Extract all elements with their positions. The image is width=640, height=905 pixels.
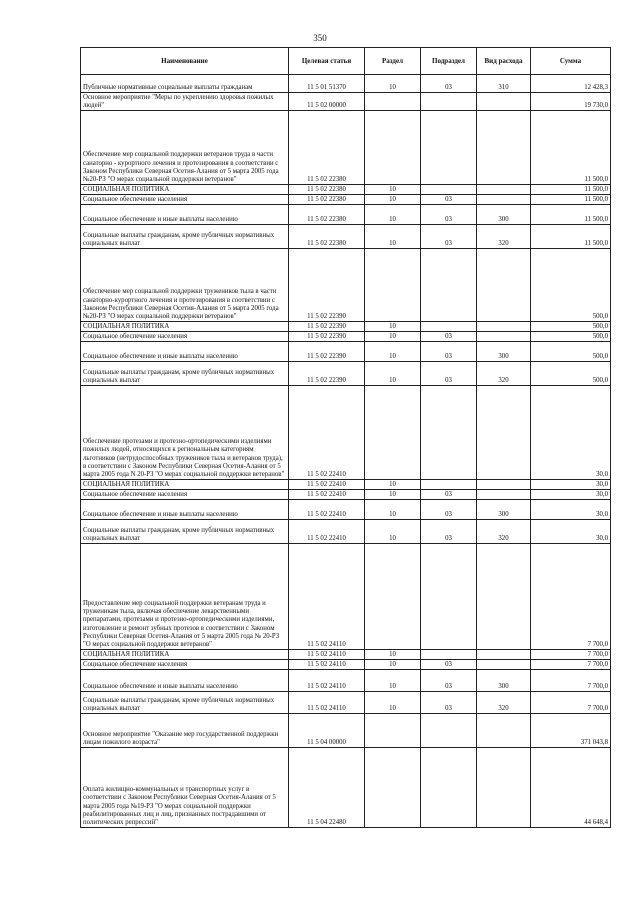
row-code-cell: 11 5 02 22410 [289,490,365,500]
header-code: Целевая статья [289,48,365,75]
row-section-cell: 10 [365,185,421,195]
row-subsection-cell [421,480,477,490]
table-row [81,75,611,93]
budget-table [80,47,611,828]
row-subsection-cell: 03 [421,342,477,362]
row-sum-cell: 30,0 [531,520,611,544]
row-section-cell: 10 [365,225,421,249]
row-subsection-cell: 03 [421,332,477,342]
row-name-cell: Публичные нормативные социальные выплаты гражданам [81,75,289,93]
row-expense-type-cell [477,249,531,322]
row-expense-type-cell [477,185,531,195]
row-expense-type-cell: 300 [477,342,531,362]
row-code-cell: 11 5 02 22380 [289,195,365,205]
table-row [81,480,611,490]
row-code-cell: 11 5 02 22410 [289,386,365,480]
header-name: Наименование [81,48,289,75]
row-section-cell: 10 [365,480,421,490]
row-sum-cell: 11 500,0 [531,111,611,185]
row-subsection-cell [421,322,477,332]
row-subsection-cell [421,714,477,748]
row-name-cell: Социальное обеспечение населения [81,660,289,670]
row-section-cell [365,544,421,650]
header-expense-type: Вид расхода [477,48,531,75]
row-code-cell: 11 5 02 22390 [289,249,365,322]
row-expense-type-cell [477,480,531,490]
row-expense-type-cell [477,650,531,660]
table-row [81,205,611,225]
table-row [81,650,611,660]
table-row [81,692,611,714]
row-name-cell: Социальные выплаты гражданам, кроме публичных нормативных социальных выплат [81,362,289,386]
row-code-cell: 11 5 02 24110 [289,544,365,650]
row-name-cell: Социальное обеспечение населения [81,332,289,342]
row-subsection-cell: 03 [421,362,477,386]
row-sum-cell: 19 730,0 [531,93,611,111]
row-name-cell: Социальное обеспечение и иные выплаты населению [81,670,289,692]
row-name-cell: Социальные выплаты гражданам, кроме публичных нормативных социальных выплат [81,692,289,714]
table-row [81,670,611,692]
row-name-cell: СОЦИАЛЬНАЯ ПОЛИТИКА [81,185,289,195]
row-code-cell: 11 5 02 24110 [289,660,365,670]
row-section-cell: 10 [365,195,421,205]
row-expense-type-cell: 320 [477,362,531,386]
row-code-cell: 11 5 02 22390 [289,362,365,386]
row-subsection-cell: 03 [421,195,477,205]
row-subsection-cell: 03 [421,692,477,714]
row-name-cell: Оплата жилищно-коммунальных и транспортных услуг в соответствии с Законом Республики Северная Осетия-Алания от 5 марта 2005 года №19-РЗ "О мерах социальной поддержки реабилитированных лиц и лиц, признанных пострадавшими от политических репрессий" [81,748,289,828]
row-section-cell: 10 [365,205,421,225]
row-sum-cell: 30,0 [531,480,611,490]
row-expense-type-cell [477,544,531,650]
row-name-cell: Социальное обеспечение и иные выплаты населению [81,500,289,520]
row-sum-cell: 500,0 [531,332,611,342]
table-row [81,225,611,249]
row-sum-cell: 30,0 [531,490,611,500]
row-sum-cell: 44 648,4 [531,748,611,828]
row-sum-cell: 30,0 [531,386,611,480]
row-code-cell: 11 5 02 22380 [289,205,365,225]
table-row [81,322,611,332]
row-expense-type-cell [477,93,531,111]
row-subsection-cell: 03 [421,520,477,544]
row-expense-type-cell [477,111,531,185]
row-section-cell [365,93,421,111]
row-subsection-cell [421,111,477,185]
row-expense-type-cell: 310 [477,75,531,93]
row-subsection-cell [421,544,477,650]
row-sum-cell: 500,0 [531,362,611,386]
row-sum-cell: 371 043,8 [531,714,611,748]
row-section-cell: 10 [365,322,421,332]
row-expense-type-cell: 300 [477,670,531,692]
table-row [81,111,611,185]
row-subsection-cell: 03 [421,75,477,93]
table-row [81,660,611,670]
header-sum: Сумма [531,48,611,75]
row-subsection-cell: 03 [421,660,477,670]
row-subsection-cell [421,748,477,828]
row-name-cell: Основное мероприятие "Оказание мер государственной поддержки лицам пожилого возраста" [81,714,289,748]
row-subsection-cell [421,93,477,111]
row-expense-type-cell: 320 [477,520,531,544]
row-expense-type-cell: 320 [477,225,531,249]
row-name-cell: Социальное обеспечение и иные выплаты населению [81,205,289,225]
row-code-cell: 11 5 02 22380 [289,225,365,249]
row-name-cell: Социальное обеспечение населения [81,490,289,500]
row-code-cell: 11 5 02 22390 [289,322,365,332]
row-sum-cell: 11 500,0 [531,195,611,205]
row-sum-cell: 7 700,0 [531,544,611,650]
table-row [81,332,611,342]
row-sum-cell: 7 700,0 [531,670,611,692]
row-code-cell: 11 5 02 22390 [289,342,365,362]
row-sum-cell: 500,0 [531,322,611,332]
row-name-cell: СОЦИАЛЬНАЯ ПОЛИТИКА [81,480,289,490]
row-code-cell: 11 5 01 51370 [289,75,365,93]
row-sum-cell: 7 700,0 [531,650,611,660]
table-row [81,249,611,322]
row-expense-type-cell [477,714,531,748]
row-subsection-cell [421,386,477,480]
row-expense-type-cell: 300 [477,500,531,520]
row-subsection-cell [421,650,477,660]
row-name-cell: Предоставление мер социальной поддержки ветеранам труда и труженикам тыла, включая обеспечение лекарственными препаратами, протезами и протезно-ортопедическими изделиями, изготовление и ремонт зубных протезов в соответствии с Законом Республики Северная Осетия-Алания от 5 марта 2005 года № 20-РЗ "О мерах социальной поддержки ветеранов" [81,544,289,650]
row-section-cell: 10 [365,660,421,670]
row-name-cell: СОЦИАЛЬНАЯ ПОЛИТИКА [81,650,289,660]
row-name-cell: Социальное обеспечение населения [81,195,289,205]
row-sum-cell: 30,0 [531,500,611,520]
row-expense-type-cell [477,660,531,670]
row-expense-type-cell [477,332,531,342]
table-row [81,342,611,362]
row-section-cell: 10 [365,75,421,93]
row-name-cell: Обеспечение мер социальной поддержки тружеников тыла в части санаторно-курортного лечения и протезирования в соответствии с Законом Республики Северная Осетия-Алания от 5 марта 2005 года №20-РЗ "О мерах социальной поддержки ветеранов" [81,249,289,322]
row-section-cell: 10 [365,650,421,660]
row-name-cell: Социальные выплаты гражданам, кроме публичных нормативных социальных выплат [81,520,289,544]
row-section-cell: 10 [365,362,421,386]
row-section-cell: 10 [365,692,421,714]
row-subsection-cell [421,185,477,195]
row-sum-cell: 11 500,0 [531,225,611,249]
header-subsection: Подраздел [421,48,477,75]
row-section-cell: 10 [365,332,421,342]
table-body [81,75,611,828]
row-code-cell: 11 5 02 24110 [289,650,365,660]
table-row [81,490,611,500]
row-expense-type-cell [477,322,531,332]
row-section-cell: 10 [365,342,421,362]
row-sum-cell: 11 500,0 [531,205,611,225]
row-code-cell: 11 5 02 22380 [289,111,365,185]
row-subsection-cell: 03 [421,490,477,500]
row-sum-cell: 12 428,3 [531,75,611,93]
row-expense-type-cell [477,748,531,828]
row-code-cell: 11 5 02 22410 [289,480,365,490]
row-section-cell: 10 [365,500,421,520]
row-name-cell: Социальные выплаты гражданам, кроме публичных нормативных социальных выплат [81,225,289,249]
row-section-cell [365,249,421,322]
row-sum-cell: 11 500,0 [531,185,611,195]
row-section-cell: 10 [365,670,421,692]
row-code-cell: 11 5 02 22410 [289,520,365,544]
table-row [81,500,611,520]
row-expense-type-cell [477,386,531,480]
row-sum-cell: 500,0 [531,249,611,322]
row-section-cell [365,714,421,748]
row-code-cell: 11 5 02 22390 [289,332,365,342]
row-expense-type-cell [477,490,531,500]
row-subsection-cell: 03 [421,500,477,520]
row-expense-type-cell: 320 [477,692,531,714]
row-name-cell: Обеспечение протезами и протезно-ортопедическими изделиями пожилых людей, относящихся к региональным категориям льготников (нетрудоспособных тружеников тыла и ветеранов труда), в соответствии с Законом Республики Северная Осетия-Алания от 5 марта 2005 года N 20-РЗ "О мерах социальной поддержки ветеранов" [81,386,289,480]
row-subsection-cell [421,249,477,322]
row-sum-cell: 7 700,0 [531,660,611,670]
table-row [81,544,611,650]
row-code-cell: 11 5 04 22480 [289,748,365,828]
row-name-cell: Социальное обеспечение и иные выплаты населению [81,342,289,362]
row-code-cell: 11 5 02 24110 [289,692,365,714]
row-section-cell: 10 [365,490,421,500]
row-expense-type-cell [477,195,531,205]
row-subsection-cell: 03 [421,670,477,692]
table-row [81,93,611,111]
row-section-cell [365,748,421,828]
row-name-cell: Обеспечение мер социальной поддержки ветеранов труда в части санаторно - курортного лечения и протезирования в соответствии с Законом Республики Северная Осетия-Алания от 5 марта 2005 года №20-РЗ "О мерах социальной поддержки ветеранов" [81,111,289,185]
table-row [81,386,611,480]
row-code-cell: 11 5 02 00000 [289,93,365,111]
row-section-cell [365,386,421,480]
table-row [81,748,611,828]
row-code-cell: 11 5 02 22380 [289,185,365,195]
row-sum-cell: 7 700,0 [531,692,611,714]
row-code-cell: 11 5 04 00000 [289,714,365,748]
row-name-cell: Основное мероприятие "Меры по укреплению здоровья пожилых людей" [81,93,289,111]
row-subsection-cell: 03 [421,225,477,249]
row-code-cell: 11 5 02 24110 [289,670,365,692]
row-subsection-cell: 03 [421,205,477,225]
table-row [81,195,611,205]
page-number: 350 [313,33,327,43]
row-expense-type-cell: 300 [477,205,531,225]
row-section-cell [365,111,421,185]
row-name-cell: СОЦИАЛЬНАЯ ПОЛИТИКА [81,322,289,332]
row-code-cell: 11 5 02 22410 [289,500,365,520]
table-header-row [81,48,611,75]
header-section: Раздел [365,48,421,75]
table-row [81,520,611,544]
table-row [81,362,611,386]
table-row [81,185,611,195]
row-sum-cell: 500,0 [531,342,611,362]
row-section-cell: 10 [365,520,421,544]
table-row [81,714,611,748]
